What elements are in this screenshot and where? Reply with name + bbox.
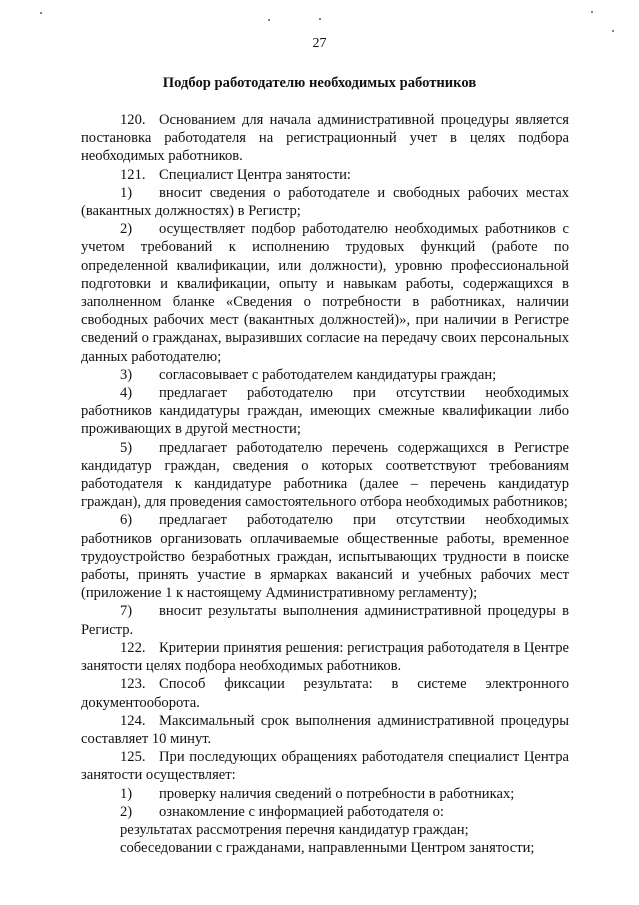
paragraph-number: 7) [120, 603, 133, 620]
page-number: 27 [312, 36, 327, 51]
paragraph-text: осуществляет подбор работодателю необходимых работников с учетом требований к исполнению трудовых функций (работе по определенной квалификации, или должности), уровню профессиональной подготовки и квалификации, опыту и навыкам работы, содержащихся в заполненном бланке «Сведения о потребности в работниках, наличии свободных рабочих мест (вакантных должностей)», при наличии в Регистре сведений о гражданах, выразивших согласие на передачу своих персональных данных работодателю; [81, 221, 569, 365]
paragraph-number: 4) [120, 385, 133, 402]
list-line: результатах рассмотрения перечня кандидатур граждан; [120, 821, 469, 838]
paragraph-number: 1) [120, 184, 133, 201]
paragraph-text: проверку наличия сведений о потребности в работниках; [159, 785, 515, 802]
paragraph-number: 2) [120, 803, 133, 820]
list-line: собеседовании с гражданами, направленными Центром занятости; [120, 840, 535, 857]
paragraph [81, 675, 569, 711]
paragraph-text: вносит сведения о работодателе и свободных рабочих местах (вакантных должностях) в Регистр; [81, 184, 569, 220]
paragraph [81, 785, 569, 803]
paragraph-number: 1) [120, 785, 133, 802]
paragraph [81, 511, 569, 602]
scan-speck [40, 12, 42, 14]
paragraph-number: 123. [120, 676, 146, 693]
paragraph-text: Критерии принятия решения: регистрация работодателя в Центре занятости целях подбора необходимых работников. [81, 639, 569, 675]
section-heading: Подбор работодателю необходимых работников [162, 75, 477, 91]
paragraph-text: Максимальный срок выполнения административной процедуры составляет 10 минут. [81, 712, 569, 747]
paragraph-text: предлагает работодателю перечень содержащихся в Регистре кандидатур граждан, сведения о которых соответствуют требованиям работодателя к кандидатуре работника (далее – перечень кандидатур граждан), для проведения самостоятельного отбора необходимых работников; [81, 439, 569, 511]
paragraph-text: вносит результаты выполнения административной процедуры в Регистр. [81, 603, 569, 638]
paragraph-number: 121. [120, 166, 146, 183]
paragraph-number: 124. [120, 712, 146, 729]
paragraph-text: Специалист Центра занятости: [159, 166, 351, 183]
paragraph [81, 439, 569, 512]
paragraph-number: 2) [120, 221, 133, 238]
paragraph [81, 184, 569, 220]
paragraph-text: предлагает работодателю при отсутствии необходимых работников кандидатуры граждан, имеющих смежные квалификации либо проживающих в другой местности; [81, 385, 569, 438]
paragraph-number: 125. [120, 749, 146, 766]
paragraph [81, 166, 569, 184]
paragraph [81, 111, 569, 166]
scan-speck [612, 30, 614, 32]
paragraph-number: 5) [120, 439, 133, 456]
paragraph-text: Основанием для начала административной процедуры является постановка работодателя на регистрационный учет в целях подбора необходимых работников. [81, 112, 569, 165]
paragraph [81, 639, 569, 675]
paragraph [81, 803, 569, 821]
document-body [81, 111, 569, 857]
scan-speck [591, 11, 593, 13]
paragraph-text: Способ фиксации результата: в системе электронного документооборота. [81, 676, 569, 711]
paragraph [81, 602, 569, 638]
paragraph [81, 220, 569, 366]
paragraph [81, 712, 569, 748]
scan-speck [268, 19, 270, 21]
paragraph-text: ознакомление с информацией работодателя о: [159, 803, 444, 820]
paragraph-number: 3) [120, 366, 133, 383]
paragraph-number: 6) [120, 512, 133, 529]
paragraph [81, 366, 569, 384]
paragraph-text: При последующих обращениях работодателя специалист Центра занятости осуществляет: [81, 749, 569, 784]
paragraph [81, 384, 569, 439]
paragraph-text: согласовывает с работодателем кандидатуры граждан; [159, 366, 497, 383]
paragraph [81, 748, 569, 784]
paragraph-number: 122. [120, 639, 146, 656]
paragraph-text: предлагает работодателю при отсутствии необходимых работников организовать оплачиваемые общественные работы, временное трудоустройство безработных граждан, испытывающих трудности в поиске работы, принять участие в ярмарках вакансий и учебных рабочих мест (приложение 1 к настоящему Административному регламенту); [81, 512, 569, 602]
paragraph-number: 120. [120, 112, 146, 128]
scan-speck [319, 18, 321, 20]
